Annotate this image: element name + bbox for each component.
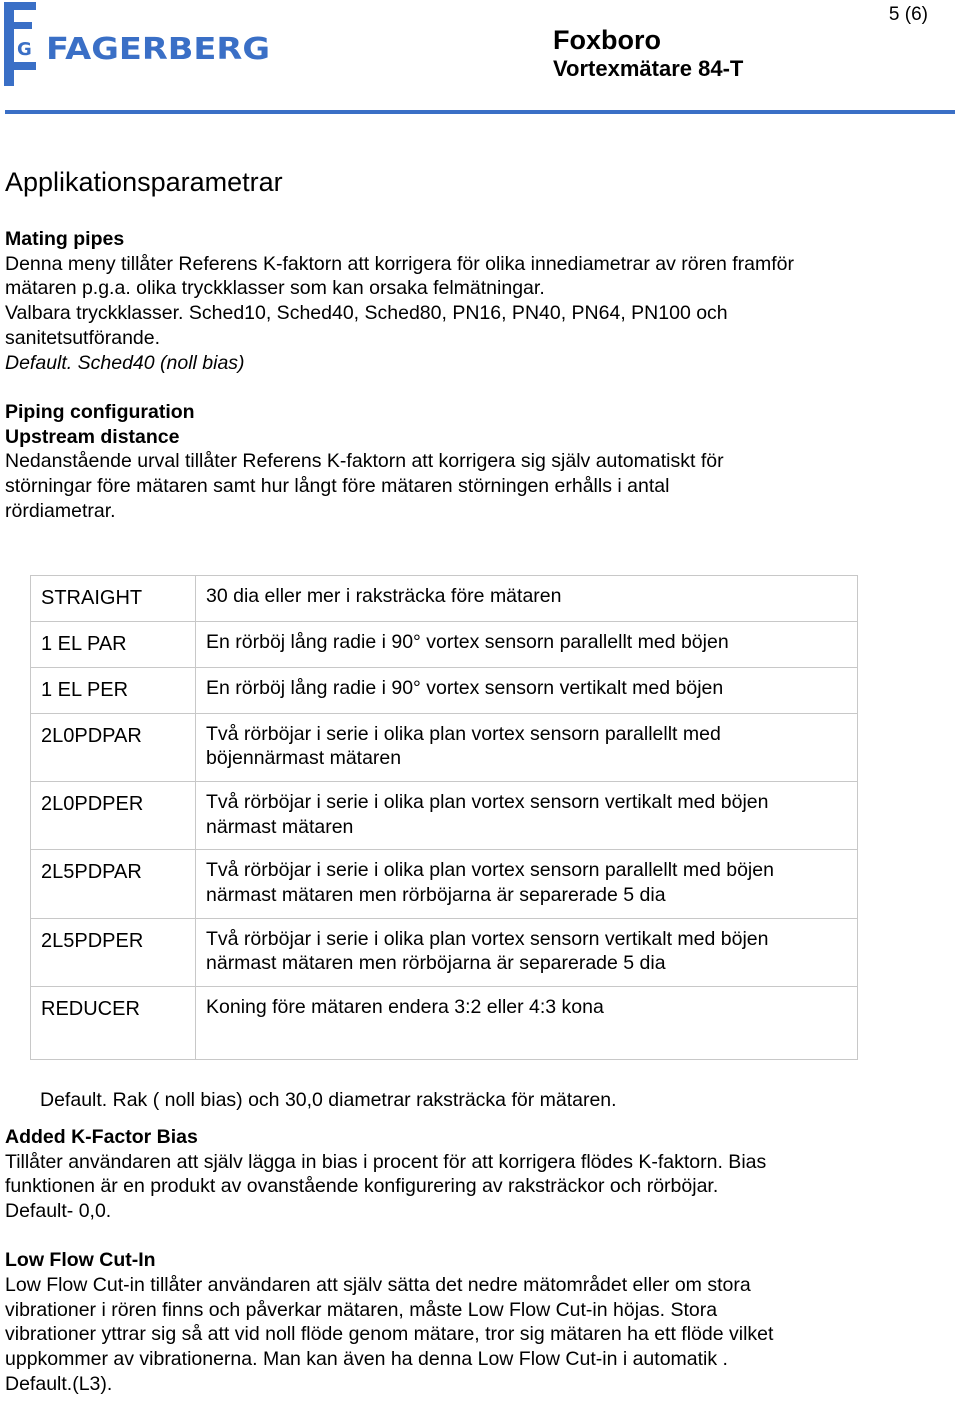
page-number: 5 (6) xyxy=(888,4,928,25)
section-heading: Added K-Factor Bias xyxy=(5,1125,198,1148)
subsection-heading: Upstream distance xyxy=(5,425,180,448)
option-code: 1 EL PAR xyxy=(31,622,196,668)
table-row xyxy=(31,576,858,622)
option-description: 30 dia eller mer i raksträcka före mätaren xyxy=(196,576,858,622)
option-description: Koning före mätaren endera 3:2 eller 4:3 kona xyxy=(196,987,858,1060)
option-description: En rörböj lång radie i 90° vortex sensorn vertikalt med böjen xyxy=(196,667,858,713)
table-row xyxy=(31,713,858,781)
section-heading: Piping configuration xyxy=(5,400,195,423)
table-row xyxy=(31,850,858,918)
section-k-factor-bias xyxy=(5,1125,945,1224)
paragraph-line: Denna meny tillåter Referens K-faktorn att korrigera för olika innediametrar av rören framför xyxy=(5,252,794,275)
section-heading: Low Flow Cut-In xyxy=(5,1249,156,1272)
paragraph-line: vibrationer yttrar sig så att vid noll flöde genom mätare, tror sig mätaren ha ett flöde vilket xyxy=(5,1323,774,1346)
product-name: Vortexmätare 84-T xyxy=(553,56,744,81)
option-code: 1 EL PER xyxy=(31,667,196,713)
option-code: 2L0PDPAR xyxy=(31,713,196,781)
paragraph-line: Valbara tryckklasser. Sched10, Sched40, Sched80, PN16, PN40, PN64, PN100 och xyxy=(5,302,728,325)
option-description: Två rörböjar i serie i olika plan vortex sensorn parallellt med böjennärmast mätaren xyxy=(196,713,858,781)
svg-text:G: G xyxy=(17,39,32,60)
default-line xyxy=(5,351,945,376)
table-default: Default. Rak ( noll bias) och 30,0 diametrar raksträcka för mätaren. xyxy=(40,1089,617,1112)
default-value: Sched40 (noll bias) xyxy=(72,351,245,374)
paragraph-line: Tillåter användaren att själv lägga in bias i procent för att korrigera flödes K-faktorn. Bias xyxy=(5,1150,767,1173)
brand-name: Foxboro xyxy=(553,25,661,55)
paragraph-line: mätaren p.g.a. olika tryckklasser som kan orsaka felmätningar. xyxy=(5,277,545,300)
option-code: 2L5PDPER xyxy=(31,918,196,986)
table-row xyxy=(31,667,858,713)
option-code: 2L0PDPER xyxy=(31,781,196,849)
option-description: Två rörböjar i serie i olika plan vortex sensorn vertikalt med böjen närmast mätaren xyxy=(196,781,858,849)
header-rule xyxy=(5,110,955,114)
paragraph-line: Default.(L3). xyxy=(5,1372,113,1395)
upstream-table xyxy=(30,575,858,1060)
paragraph-line: rördiametrar. xyxy=(5,499,116,522)
header-title xyxy=(553,25,743,83)
page-title: Applikationsparametrar xyxy=(5,167,283,197)
paragraph-line: Nedanstående urval tillåter Referens K-faktorn att korrigera sig själv automatiskt för xyxy=(5,450,724,473)
section-piping-configuration xyxy=(5,400,945,524)
default-label: Default. xyxy=(5,351,73,374)
table-row xyxy=(31,781,858,849)
table-row xyxy=(31,622,858,668)
paragraph-line: sanitetsutförande. xyxy=(5,326,161,349)
section-low-flow-cut-in xyxy=(5,1248,945,1396)
option-description: En rörböj lång radie i 90° vortex sensorn parallellt med böjen xyxy=(196,622,858,668)
document-body xyxy=(5,165,945,1397)
paragraph-line: funktionen är en produkt av ovanstående konfigurering av raksträckor och rörböjar. xyxy=(5,1175,719,1198)
option-description: Två rörböjar i serie i olika plan vortex sensorn vertikalt med böjen närmast mätaren men rörböjarna är separerade 5 dia xyxy=(196,918,858,986)
option-description: Två rörböjar i serie i olika plan vortex sensorn parallellt med böjen närmast mätaren men rörböjarna är separerade 5 dia xyxy=(196,850,858,918)
svg-text:FAGERBERG: FAGERBERG xyxy=(46,32,270,67)
paragraph-line: Default- 0,0. xyxy=(5,1199,112,1222)
table-row xyxy=(31,987,858,1060)
section-mating-pipes xyxy=(5,227,945,375)
fagerberg-logo xyxy=(4,2,274,86)
table-row xyxy=(31,918,858,986)
option-code: REDUCER xyxy=(31,987,196,1060)
option-code: 2L5PDPAR xyxy=(31,850,196,918)
paragraph-line: störningar före mätaren samt hur långt före mätaren störningen erhålls i antal xyxy=(5,475,670,498)
paragraph-line: vibrationer i rören finns och påverkar mätaren, måste Low Flow Cut-in höjas. Stora xyxy=(5,1298,718,1321)
section-heading: Mating pipes xyxy=(5,228,125,250)
option-code: STRAIGHT xyxy=(31,576,196,622)
paragraph-line: uppkommer av vibrationerna. Man kan även ha denna Low Flow Cut-in i automatik . xyxy=(5,1348,728,1371)
paragraph-line: Low Flow Cut-in tillåter användaren att själv sätta det nedre mätområdet eller om stora xyxy=(5,1274,751,1297)
